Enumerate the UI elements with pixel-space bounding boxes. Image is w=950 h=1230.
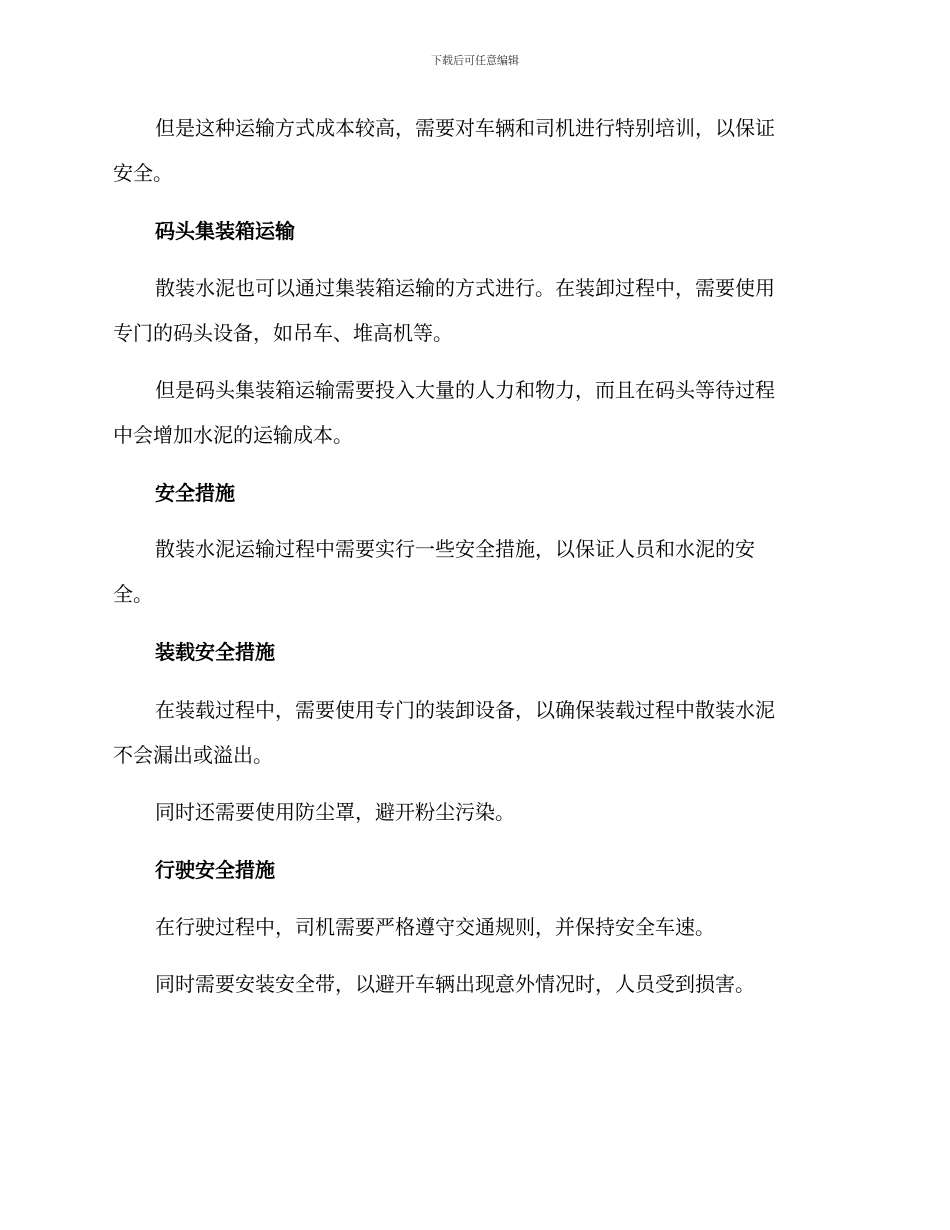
document-paragraph: 在行驶过程中，司机需要严格遵守交通规则，并保持安全车速。 — [155, 915, 715, 939]
document-paragraph: 但是这种运输方式成本较高，需要对车辆和司机进行特别培训，以保证 安全。 — [113, 116, 775, 185]
document-paragraph: 在装载过程中，需要使用专门的装卸设备，以确保装载过程中散装水泥 不会漏出或溢出。 — [113, 698, 775, 767]
document-paragraph: 同时还需要使用防尘罩，避开粉尘污染。 — [155, 800, 515, 824]
document-paragraph: 但是码头集装箱运输需要投入大量的人力和物力，而且在码头等待过程 中会增加水泥的运输成本。 — [113, 378, 775, 447]
section-heading: 行驶安全措施 — [155, 858, 275, 882]
section-heading: 装载安全措施 — [155, 640, 275, 664]
document-paragraph: 散装水泥运输过程中需要实行一些安全措施，以保证人员和水泥的安 全。 — [113, 537, 755, 606]
section-heading: 码头集装箱运输 — [155, 219, 295, 243]
document-paragraph: 同时需要安装安全带，以避开车辆出现意外情况时，人员受到损害。 — [155, 972, 755, 996]
page-header-note: 下载后可任意编辑 — [431, 54, 519, 67]
section-heading: 安全措施 — [155, 481, 235, 505]
document-paragraph: 散装水泥也可以通过集装箱运输的方式进行。在装卸过程中，需要使用 专门的码头设备，如吊车、堆高机等。 — [113, 276, 775, 345]
